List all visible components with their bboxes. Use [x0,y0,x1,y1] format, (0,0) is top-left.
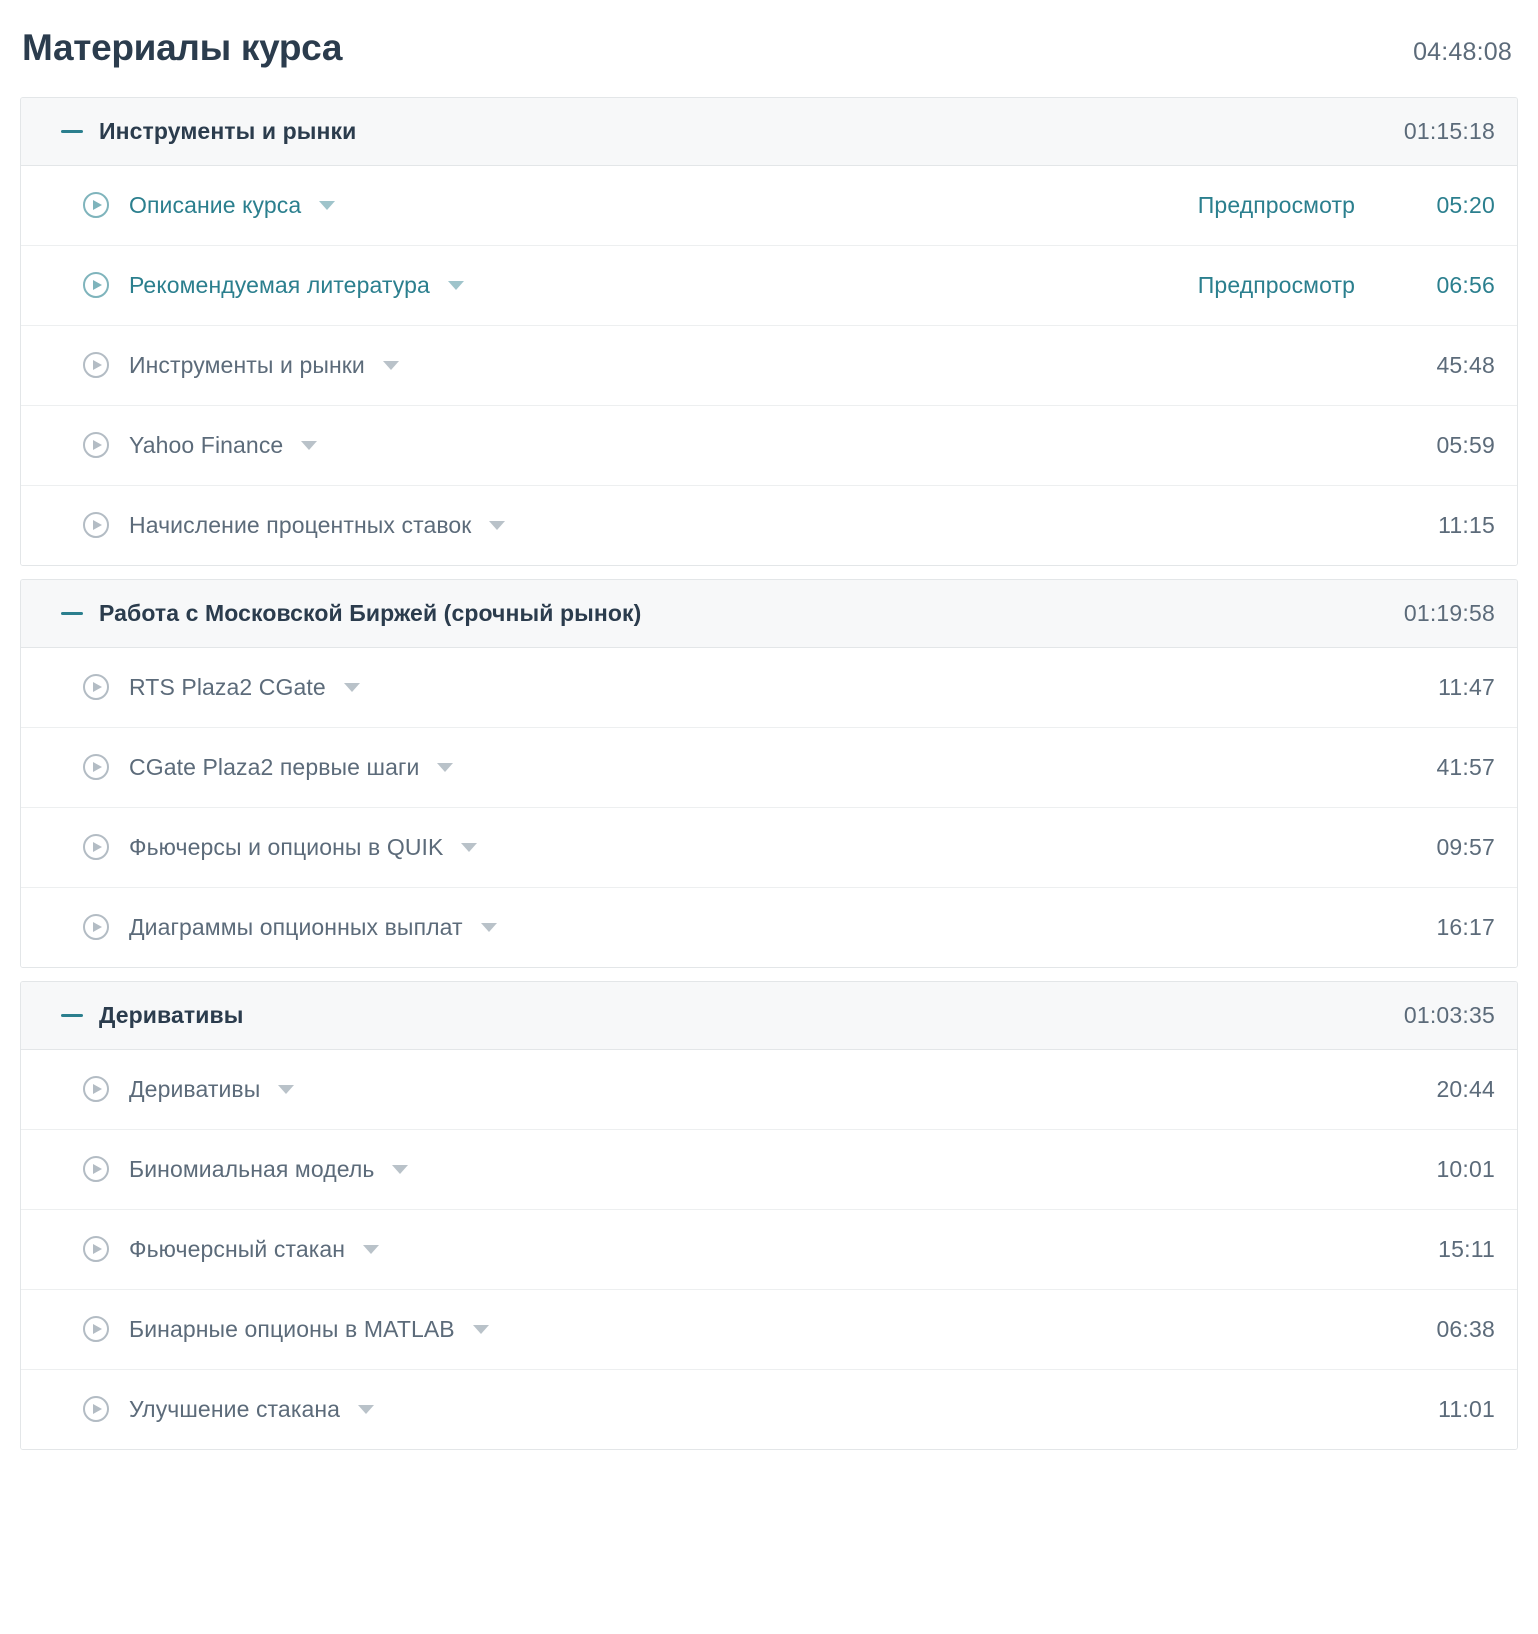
lesson-title: Деривативы [129,1075,261,1102]
play-circle-icon[interactable] [83,754,109,780]
chevron-down-icon[interactable] [358,1405,374,1414]
play-circle-icon[interactable] [83,834,109,860]
lesson-duration: 11:15 [1438,511,1495,538]
section-title: Работа с Московской Биржей (срочный рынок) [99,599,642,626]
lesson-title: RTS Plaza2 CGate [129,673,326,700]
chevron-down-icon[interactable] [363,1245,379,1254]
lesson-duration: 11:01 [1438,1395,1495,1422]
lesson-title: Yahoo Finance [129,431,284,458]
lesson-row[interactable] [21,808,1517,888]
chevron-down-icon[interactable] [344,683,360,692]
lesson-duration: 11:47 [1438,673,1495,700]
chevron-down-icon[interactable] [448,281,464,290]
lesson-title: Фьючерсный стакан [129,1235,346,1262]
chevron-down-icon[interactable] [437,763,453,772]
section-duration: 01:03:35 [1403,1001,1495,1028]
lesson-duration: 15:11 [1438,1235,1495,1262]
chevron-down-icon[interactable] [473,1325,489,1334]
lesson-title: Бинарные опционы в MATLAB [129,1315,455,1342]
minus-icon[interactable] [61,120,83,142]
lesson-duration: 06:38 [1436,1315,1495,1342]
section-duration: 01:19:58 [1403,599,1495,626]
lesson-title: Диаграммы опционных выплат [129,913,463,940]
lesson-title: Улучшение стакана [129,1395,341,1422]
play-circle-icon[interactable] [83,1316,109,1342]
play-circle-icon[interactable] [83,674,109,700]
total-course-duration: 04:48:08 [1413,38,1512,66]
chevron-down-icon[interactable] [301,441,317,450]
chevron-down-icon[interactable] [278,1085,294,1094]
lesson-row[interactable] [21,326,1517,406]
chevron-down-icon[interactable] [383,361,399,370]
lesson-duration: 05:20 [1436,191,1495,218]
minus-icon[interactable] [61,602,83,624]
lesson-duration: 41:57 [1436,753,1495,780]
preview-link[interactable]: Предпросмотр [1197,271,1355,298]
lesson-duration: 16:17 [1436,913,1495,940]
page-header [20,24,1518,69]
sections-list [20,97,1518,1450]
lesson-duration: 09:57 [1436,833,1495,860]
lesson-title: Начисление процентных ставок [129,511,472,538]
play-circle-icon[interactable] [83,914,109,940]
lesson-row[interactable] [21,1210,1517,1290]
lesson-row[interactable] [21,1290,1517,1370]
lesson-row[interactable] [21,246,1517,326]
lesson-duration: 06:56 [1436,271,1495,298]
section-header[interactable] [21,98,1517,166]
lesson-row[interactable] [21,1050,1517,1130]
lesson-row[interactable] [21,648,1517,728]
chevron-down-icon[interactable] [392,1165,408,1174]
lesson-row[interactable] [21,1130,1517,1210]
lesson-title: Инструменты и рынки [129,351,365,378]
lesson-title: CGate Plaza2 первые шаги [129,753,420,780]
lesson-row[interactable] [21,166,1517,246]
play-circle-icon[interactable] [83,1156,109,1182]
lesson-row[interactable] [21,888,1517,967]
play-circle-icon[interactable] [83,512,109,538]
lesson-title: Биномиальная модель [129,1155,375,1182]
lesson-duration: 20:44 [1436,1075,1495,1102]
play-circle-icon[interactable] [83,1396,109,1422]
play-circle-icon[interactable] [83,192,109,218]
chevron-down-icon[interactable] [481,923,497,932]
lesson-row[interactable] [21,1370,1517,1449]
lesson-duration: 10:01 [1436,1155,1495,1182]
section-title: Деривативы [99,1001,244,1028]
lesson-title: Фьючерсы и опционы в QUIK [129,833,444,860]
page-title: Материалы курса [22,27,343,68]
chevron-down-icon[interactable] [489,521,505,530]
course-section [20,579,1518,968]
lesson-duration: 05:59 [1436,431,1495,458]
section-header[interactable] [21,580,1517,648]
course-section [20,97,1518,566]
section-header[interactable] [21,982,1517,1050]
play-circle-icon[interactable] [83,432,109,458]
section-title: Инструменты и рынки [99,117,357,144]
lesson-title[interactable]: Рекомендуемая литература [129,271,430,298]
play-circle-icon[interactable] [83,272,109,298]
minus-icon[interactable] [61,1004,83,1026]
preview-link[interactable]: Предпросмотр [1197,191,1355,218]
lesson-row[interactable] [21,728,1517,808]
play-circle-icon[interactable] [83,1236,109,1262]
chevron-down-icon[interactable] [319,201,335,210]
course-section [20,981,1518,1450]
section-duration: 01:15:18 [1403,117,1495,144]
lesson-duration: 45:48 [1436,351,1495,378]
play-circle-icon[interactable] [83,1076,109,1102]
play-circle-icon[interactable] [83,352,109,378]
chevron-down-icon[interactable] [461,843,477,852]
lesson-title[interactable]: Описание курса [129,191,302,218]
lesson-row[interactable] [21,486,1517,565]
lesson-row[interactable] [21,406,1517,486]
